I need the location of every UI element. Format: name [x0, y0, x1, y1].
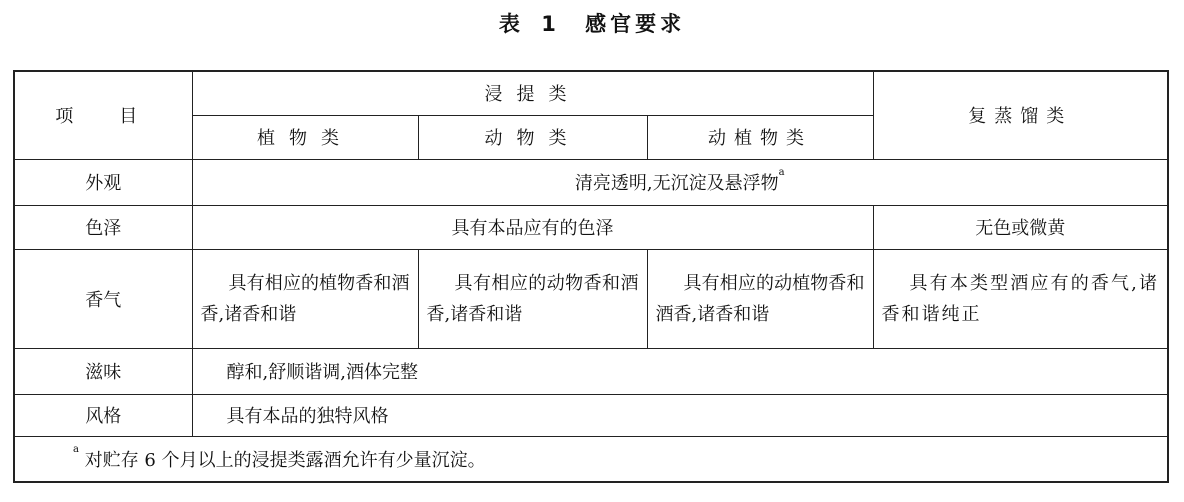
color-extract-value: 具有本品应有的色泽 [192, 205, 873, 249]
taste-value: 醇和,舒顺谐调,酒体完整 [192, 348, 1168, 394]
header-group-distilled: 复蒸馏类 [873, 71, 1168, 159]
header-group-extract: 浸提类 [192, 71, 873, 115]
aroma-distilled-value: 具有本类型酒应有的香气,诸香和谐纯正 [873, 249, 1168, 348]
aroma-animal-plant-value: 具有相应的动植物香和酒香,诸香和谐 [647, 249, 873, 348]
header-sub-animal-plant: 动植物类 [647, 115, 873, 159]
row-label-aroma: 香气 [14, 249, 192, 348]
aroma-animal-value: 具有相应的动物香和酒香,诸香和谐 [418, 249, 647, 348]
header-sub-plant: 植物类 [192, 115, 418, 159]
caption-label: 表 [498, 12, 524, 36]
appearance-value-cell [192, 159, 1168, 205]
table-caption [0, 8, 1184, 38]
row-label-appearance: 外观 [14, 159, 192, 205]
sensory-requirements-table [13, 70, 1169, 483]
color-distilled-value: 无色或微黄 [873, 205, 1168, 249]
footnote-mark: a [73, 443, 79, 455]
row-label-taste: 滋味 [14, 348, 192, 394]
header-sub-animal: 动物类 [418, 115, 647, 159]
row-label-color: 色泽 [14, 205, 192, 249]
style-value: 具有本品的独特风格 [192, 394, 1168, 436]
caption-title: 感官要求 [585, 12, 686, 36]
footnote-text: 对贮存 6 个月以上的浸提类露酒允许有少量沉淀。 [84, 449, 486, 471]
header-item: 项 目 [14, 71, 192, 159]
caption-number: 1 [541, 12, 560, 36]
appearance-footnote-mark: a [778, 167, 785, 178]
appearance-value: 清亮透明,无沉淀及悬浮物 [574, 173, 779, 194]
table-footnote [14, 436, 1168, 482]
row-label-style: 风格 [14, 394, 192, 436]
aroma-plant-value: 具有相应的植物香和酒香,诸香和谐 [192, 249, 418, 348]
